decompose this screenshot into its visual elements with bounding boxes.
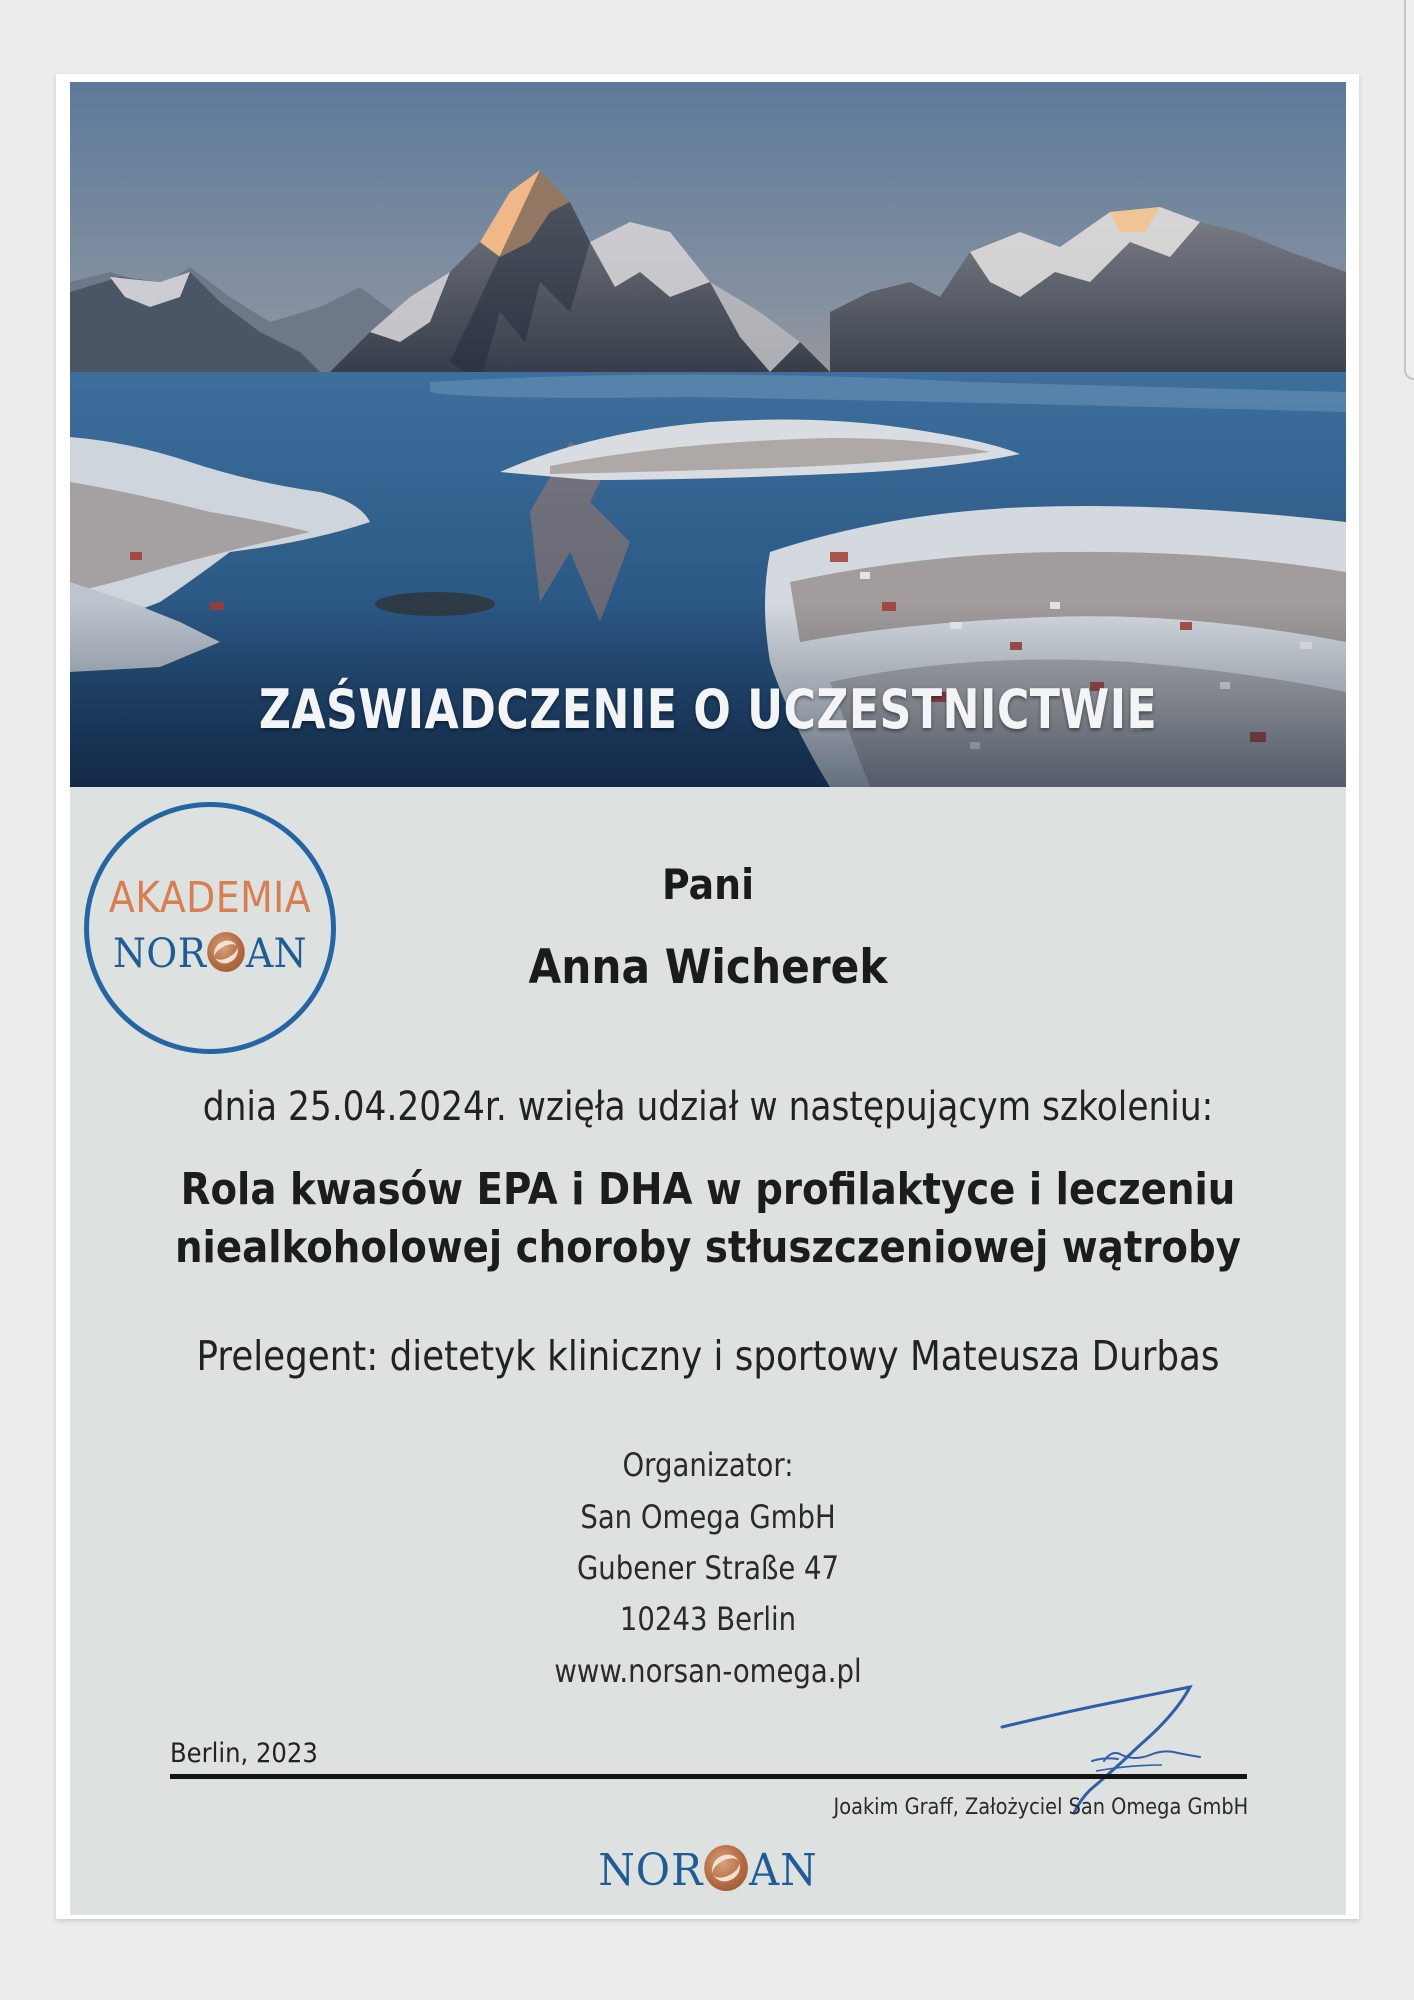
organizer-label: Organizator: (622, 1446, 794, 1484)
certificate-title: ZAŚWIADCZENIE O UCZESTNICTWIE (258, 678, 1158, 741)
footer-logo-right: AN (749, 1845, 818, 1896)
handwritten-signature (1000, 1665, 1230, 1815)
course-title-line-1: Rola kwasów EPA i DHA w profilaktyce i leczeniu (180, 1164, 1236, 1215)
recipient-honorific: Pani (661, 860, 755, 909)
organizer-company: San Omega GmbH (580, 1498, 836, 1536)
organizer-website: www.norsan-omega.pl (554, 1652, 862, 1690)
organizer-city: 10243 Berlin (619, 1600, 797, 1638)
seal-norsan-right: AN (245, 931, 307, 977)
scrollbar-thumb[interactable] (1404, 0, 1414, 380)
recipient-name: Anna Wicherek (528, 940, 888, 995)
place-and-date: Berlin, 2023 (170, 1738, 318, 1769)
norsan-footer-logo (102, 1845, 1314, 1896)
participation-text: dnia 25.04.2024r. wzięła udział w następującym szkoleniu: (202, 1084, 1214, 1130)
speaker-line: Prelegent: dietetyk kliniczny i sportowy Mateusza Durbas (196, 1332, 1220, 1380)
norsan-coin-icon (704, 1845, 748, 1891)
course-title-line-2: niealkoholowej choroby stłuszczeniowej wątroby (174, 1222, 1241, 1273)
seal-akademia-text: AKADEMIA (108, 873, 312, 923)
akademia-norsan-seal (84, 802, 336, 1054)
footer-logo-left: NOR (598, 1845, 704, 1896)
hero-landscape-image (70, 82, 1346, 787)
seal-norsan-left: NOR (113, 931, 207, 977)
certificate-page (70, 82, 1346, 1915)
organizer-street: Gubener Straße 47 (576, 1549, 840, 1587)
signature-line (170, 1774, 1247, 1779)
signer-caption: Joakim Graff, Założyciel San Omega GmbH (833, 1795, 1248, 1820)
